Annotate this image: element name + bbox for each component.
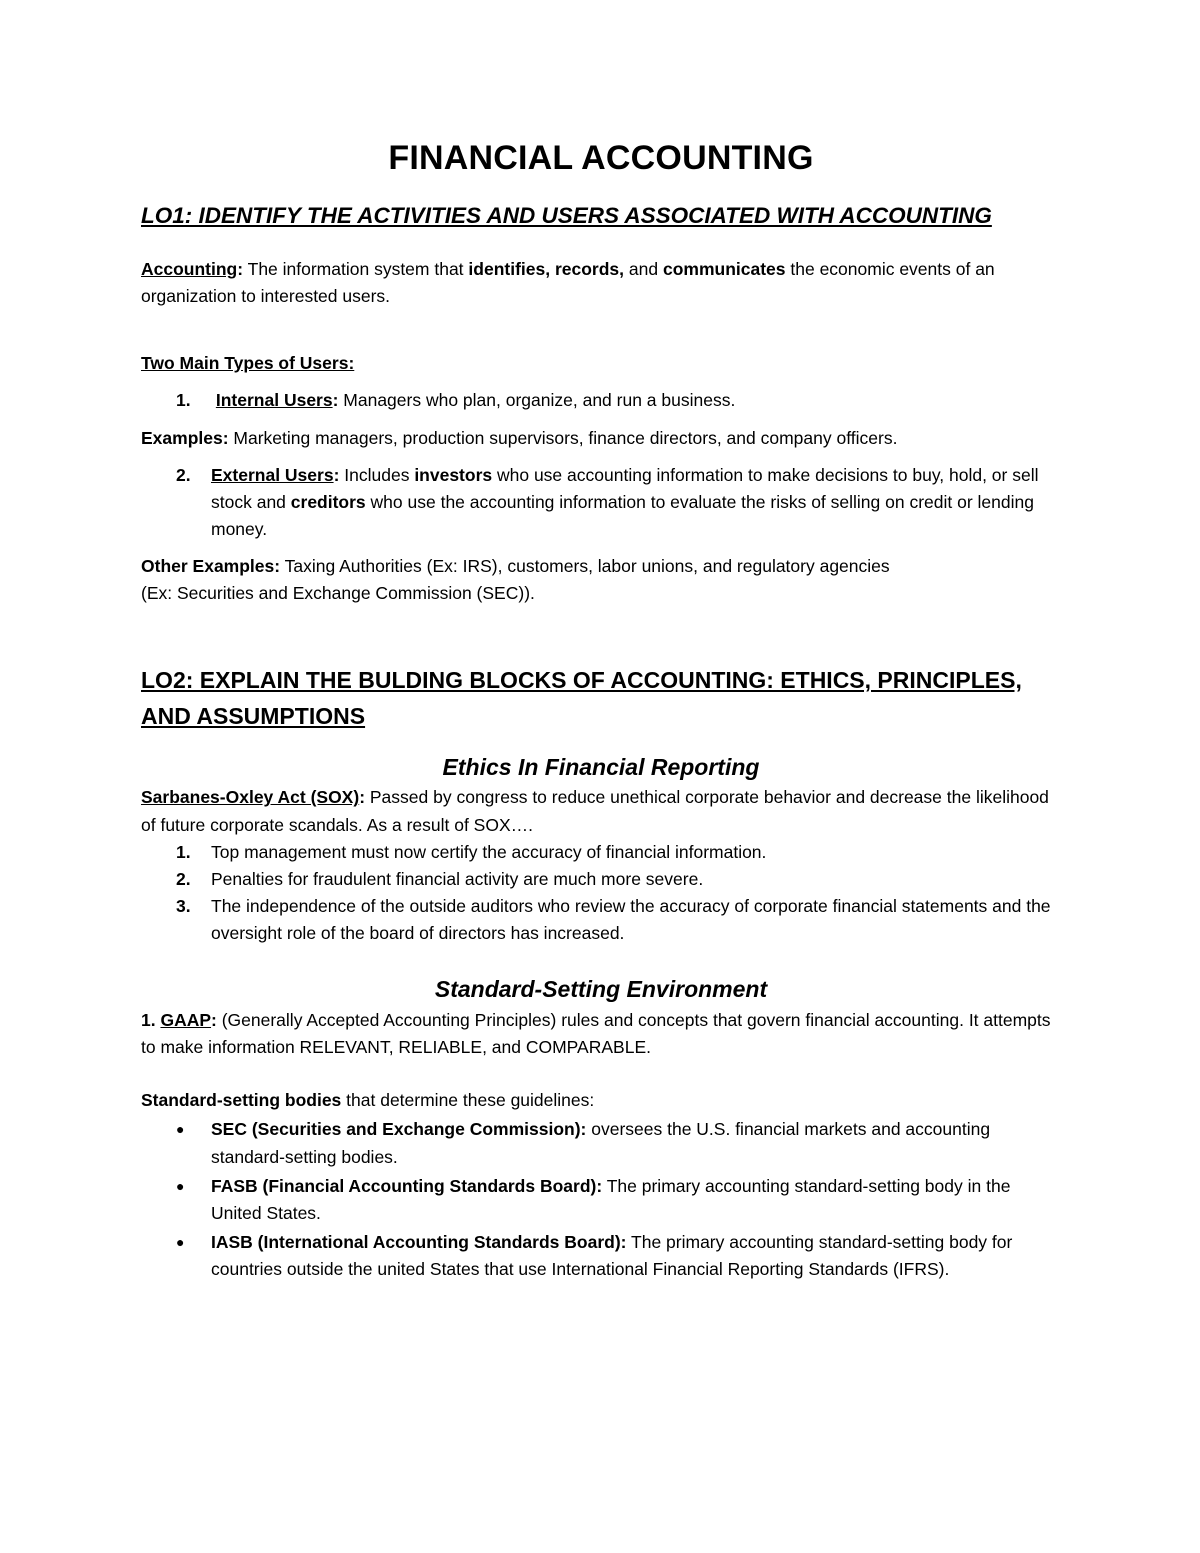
accounting-definition: Accounting: The information system that identifies, records, and communicates the economic events of an organization to interested users.: [141, 259, 995, 307]
list-item: ● IASB (International Accounting Standards Board): The primary accounting standard-setting body for countries outside the united States that use International Financial Reporting Standards (IFRS).: [141, 1229, 1061, 1283]
list-number: 1.: [176, 390, 191, 411]
list-number: 2.: [176, 464, 191, 485]
users-heading: Two Main Types of Users:: [141, 353, 355, 374]
bodies-list: [141, 1116, 1061, 1283]
list-item: 2. Penalties for fraudulent financial activity are much more severe.: [176, 868, 704, 889]
bodies-intro: Standard-setting bodies that determine these guidelines:: [141, 1090, 595, 1111]
list-item: 1. Top management must now certify the accuracy of financial information.: [176, 841, 767, 862]
other-examples: Other Examples: Taxing Authorities (Ex: IRS), customers, labor unions, and regulatory agencies (Ex: Securities and Exchange Commission (SEC)).: [141, 556, 890, 604]
bullet-icon: ●: [176, 1233, 185, 1250]
examples-line: Examples: Marketing managers, production supervisors, finance directors, and company officers.: [141, 427, 898, 448]
list-item: 3. The independence of the outside auditors who review the accuracy of corporate financial statements and the oversight role of the board of directors has increased.: [176, 895, 1051, 944]
external-users-item: 2. External Users: Includes investors who use accounting information to make decisions to buy, hold, or sell stock and creditors who use the accounting information to evaluate the risks of selling on credit or lending money.: [141, 462, 1061, 543]
gaap-definition: 1. GAAP: (Generally Accepted Accounting Principles) rules and concepts that govern financial accounting. It attempts to make information RELEVANT, RELIABLE, and COMPARABLE.: [141, 1010, 1051, 1058]
lo1-heading: LO1: IDENTIFY THE ACTIVITIES AND USERS ASSOCIATED WITH ACCOUNTING: [141, 202, 992, 228]
gaap-term: GAAP: [160, 1010, 212, 1031]
document-title: FINANCIAL ACCOUNTING: [388, 139, 814, 177]
ethics-heading: Ethics In Financial Reporting: [442, 753, 760, 780]
standard-setting-heading: Standard-Setting Environment: [434, 976, 768, 1003]
sox-definition: Sarbanes-Oxley Act (SOX): Passed by congress to reduce unethical corporate behavior and decrease the likelihood of future corporate scandals. As a result of SOX….: [141, 787, 1049, 835]
internal-users-item: 1. Internal Users: Managers who plan, organize, and run a business.: [141, 387, 1061, 414]
bullet-icon: ●: [176, 1121, 185, 1138]
list-item: ● FASB (Financial Accounting Standards Board): The primary accounting standard-setting body in the United States.: [141, 1173, 1061, 1227]
accounting-term: Accounting: [141, 259, 238, 280]
internal-users-term: Internal Users: [215, 390, 333, 411]
bullet-icon: ●: [176, 1177, 185, 1194]
document-page: [141, 138, 1061, 1283]
list-item: ● SEC (Securities and Exchange Commission): oversees the U.S. financial markets and accounting standard-setting bodies.: [141, 1116, 1061, 1170]
sox-term: Sarbanes-Oxley Act (SOX): [141, 787, 360, 808]
external-users-term: External Users: [211, 464, 334, 485]
sox-list: [141, 839, 1061, 948]
lo2-heading: LO2: EXPLAIN THE BULDING BLOCKS OF ACCOUNTING: ETHICS, PRINCIPLES, AND ASSUMPTIONS: [141, 667, 1022, 729]
